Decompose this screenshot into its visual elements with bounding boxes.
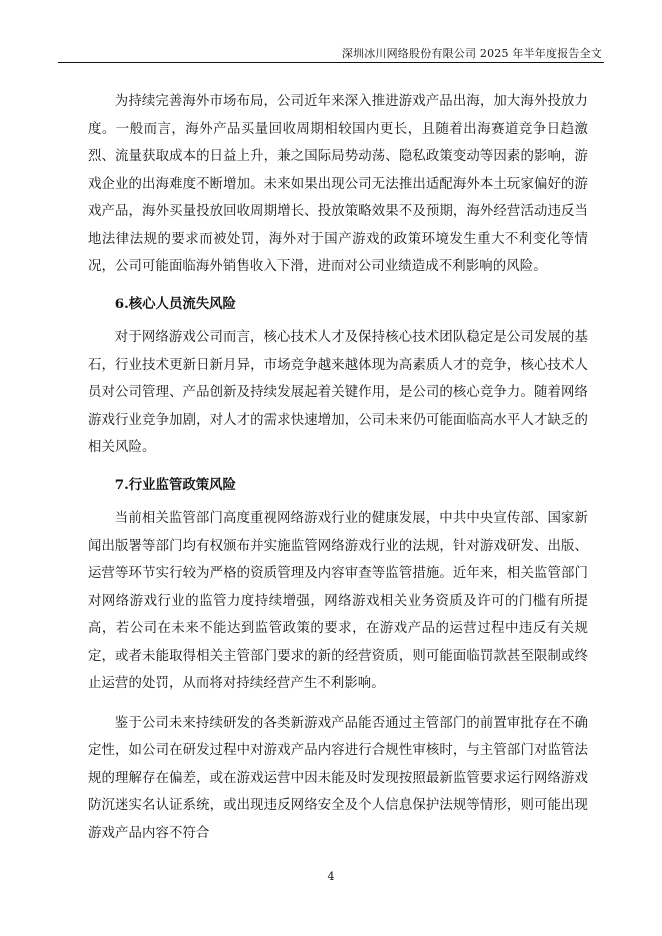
- paragraph-overseas-risk: 为持续完善海外市场布局，公司近年来深入推进游戏产品出海，加大海外投放力度。一般而言，海外产品买量回收周期相较国内更长，且随着出海赛道竞争日趋激烈、流量获取成本的日益上升，兼之国际局势动荡、隐私政策变动等因素的影响，游戏企业的出海难度不断增加。未来如果出现公司无法推出适配海外本土玩家偏好的游戏产品，海外买量投放回收周期增长、投放策略效果不及预期，海外经营活动违反当地法律法规的要求而被处罚，海外对于国产游戏的政策环境发生重大不利变化等情况，公司可能面临海外销售收入下滑，进而对公司业绩造成不利影响的风险。: [88, 94, 588, 274]
- page-header: 深圳冰川网络股份有限公司 2025 年半年度报告全文: [341, 47, 602, 60]
- paragraph-regulatory-risk-2: 鉴于公司未来持续研发的各类新游戏产品能否通过主管部门的前置审批存在不确定性，如公司在研发过程中对游戏产品内容进行合规性审核时，与主管部门对监管法规的理解存在偏差，或在游戏运营中因未能及时发现按照最新监管要求运行网络游戏防沉迷实名认证系统，或出现违反网络安全及个人信息保护法规等情形，则可能出现游戏产品内容不符合: [88, 715, 588, 841]
- document-body: [88, 88, 588, 847]
- paragraph-regulatory-risk-1: 当前相关监管部门高度重视网络游戏行业的健康发展，中共中央宣传部、国家新闻出版署等部门均有权颁布并实施监管网络游戏行业的法规，针对游戏研发、出版、运营等环节实行较为严格的资质管理及内容审查等监管措施。近年来，相关监管部门对网络游戏行业的监管力度持续增强，网络游戏相关业务资质及许可的门槛有所提高，若公司在未来不能达到监管政策的要求，在游戏产品的运营过程中违反有关规定，或者未能取得相关主管部门要求的新的经营资质，则可能面临罚款甚至限制或终止运营的处罚，从而将对持续经营产生不利影响。: [88, 511, 588, 691]
- page-number: 4: [327, 870, 335, 883]
- paragraph-core-personnel-risk: 对于网络游戏公司而言，核心技术人才及保持核心技术团队稳定是公司发展的基石，行业技术更新日新月异，市场竞争越来越体现为高素质人才的竞争，核心技术人员对公司管理、产品创新及持续发展起着关键作用，是公司的核心竞争力。随着网络游戏行业竞争加剧，对人才的需求快速增加，公司未来仍可能面临高水平人才缺乏的相关风险。: [88, 330, 588, 455]
- section-heading-core-personnel: 6.核心人员流失风险: [114, 295, 236, 312]
- section-heading-regulatory-policy: 7.行业监管政策风险: [114, 476, 236, 493]
- header-divider: [58, 62, 604, 63]
